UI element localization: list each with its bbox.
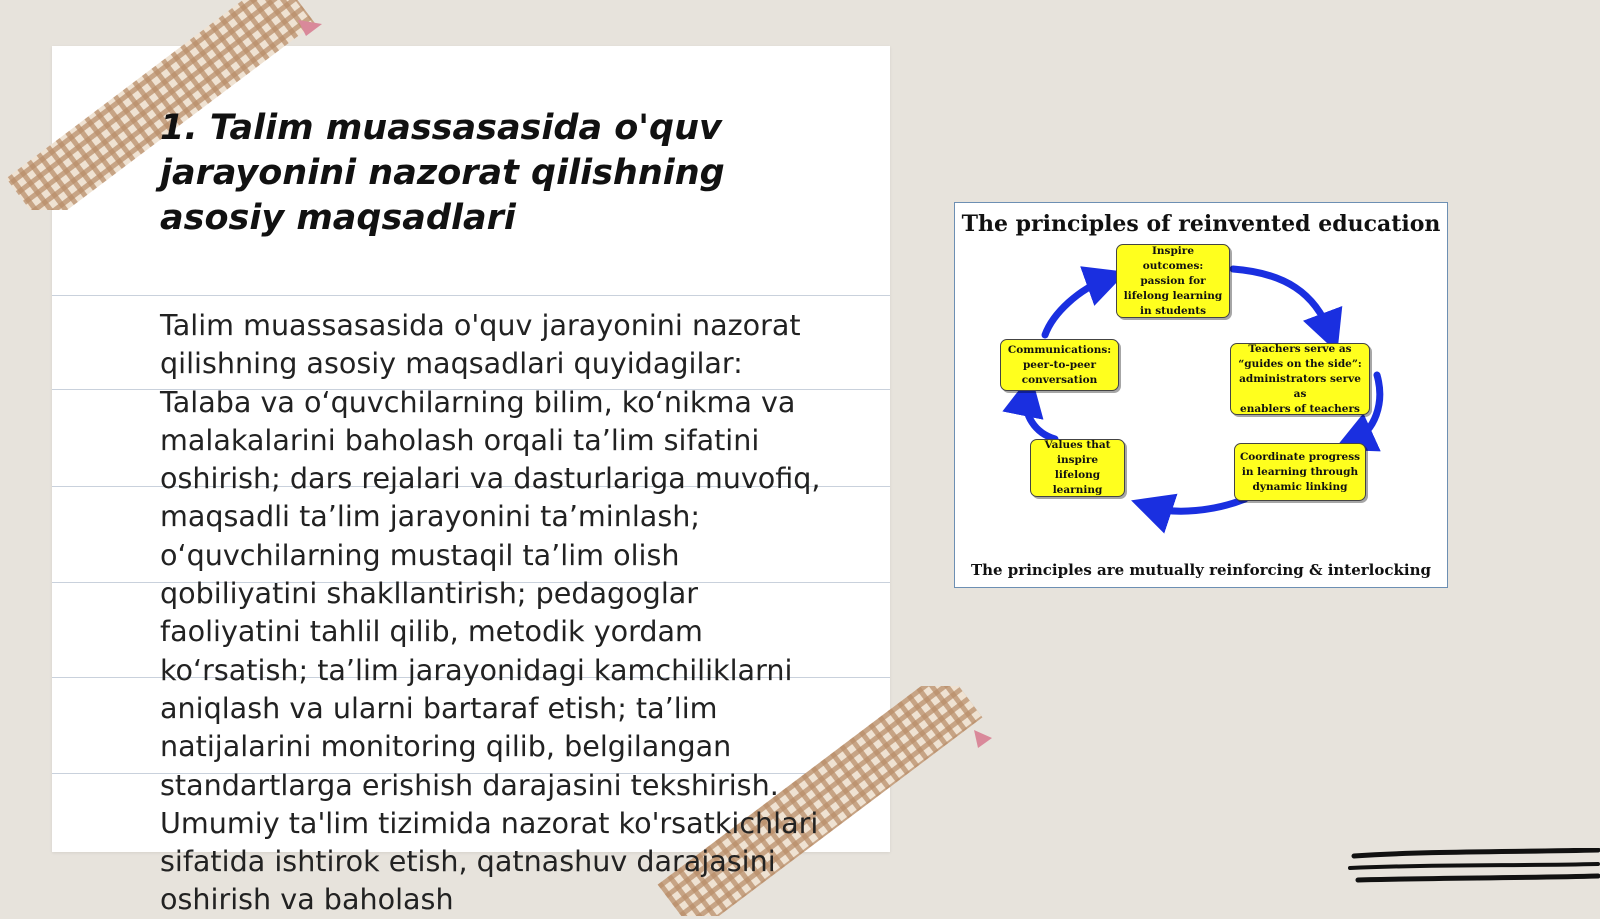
principle-box-teachers-guides: Teachers serve as “guides on the side”: administrators serve as enablers of teachers (1230, 343, 1370, 415)
diagram-footer: The principles are mutually reinforcing & interlocking (970, 561, 1432, 579)
brush-stroke-decoration (1348, 848, 1600, 900)
arrow-inspire-to-teachers (1233, 269, 1330, 333)
principle-box-inspire-outcomes: Inspire outcomes: passion for lifelong learning in students (1116, 244, 1230, 318)
slide-body-text: Talim muassasasida o'quv jarayonini nazorat qilishning asosiy maqsadlari quyidagilar: Talaba va o‘quvchilarning bilim, ko‘nikma va malakalarini baholash orqali ta’lim sifatini oshirish; dars rejalari va dasturlariga muvofiq, maqsadli ta’lim jarayonini ta’minlash; o‘quvchilarning mustaqil ta’lim olish qobiliyatini shakllantirish; pedagoglar faoliyatini tahlil qilib, metodik yordam ko‘rsatish; ta’lim jarayonidagi kamchiliklarni aniqlash va ularni bartaraf etish; ta’lim natijalarini monitoring qilib, belgilangan standartlarga erishish darajasini tekshirish. Umumiy ta'lim tizimida nazorat ko'rsatkichlari sifatida ishtirok etish, qatnashuv darajasini oshirish va baholash (160, 308, 821, 917)
arrow-values-to-communications (1026, 395, 1055, 439)
arrow-communications-to-inspire (1045, 279, 1107, 335)
principle-box-communications: Communications: peer-to-peer conversation (1000, 339, 1119, 391)
principles-diagram (954, 202, 1448, 588)
diagram-title: The principles of reinvented education (961, 211, 1441, 237)
paper-rule-line (52, 295, 890, 296)
slide-title: 1. Talim muassasasida o'quv jarayonini nazorat qilishning asosiy maqsadlari (160, 108, 725, 238)
principle-box-values-lifelong: Values that inspire lifelong learning (1030, 439, 1125, 497)
principle-box-coordinate-progress: Coordinate progress in learning through dynamic linking (1234, 443, 1366, 501)
arrow-coordinate-to-values (1151, 499, 1245, 511)
